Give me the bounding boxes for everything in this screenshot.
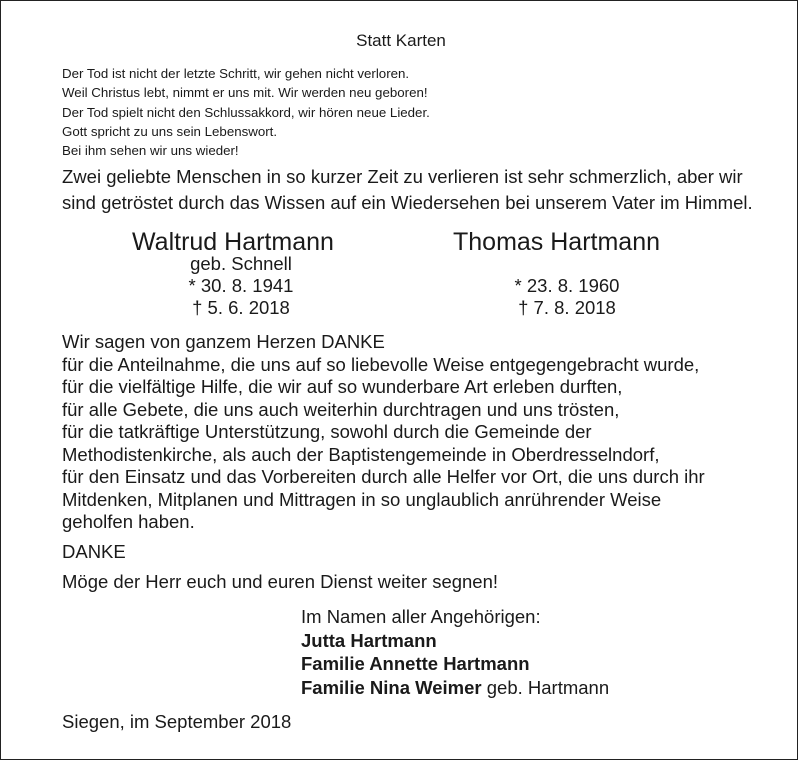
signature-intro: Im Namen aller Angehörigen: [301,606,541,627]
person-1-born: * 30. 8. 1941 [188,275,294,296]
poem-line: Weil Christus lebt, nimmt er uns mit. Wir werden neu geboren! [62,85,428,101]
poem-line: Bei ihm sehen wir uns wieder! [62,143,239,159]
poem-line: Gott spricht zu uns sein Lebenswort. [62,123,278,139]
person-2-name: Thomas Hartmann [453,228,661,256]
signature-name: Familie Nina Weimer [301,676,482,698]
intro-line: sind getröstet durch das Wissen auf ein Wiedersehen bei unserem Vater im Himmel. [62,192,753,213]
thanks-line: geholfen haben. [62,511,195,532]
signature-line [301,629,609,653]
person-1-died: † 5. 6. 2018 [192,297,290,318]
poem [62,64,430,160]
thanks-paragraph [62,331,705,534]
signature-line [301,676,609,700]
person-2-died: † 7. 8. 2018 [518,297,616,318]
signature-name: Familie Annette Hartmann [301,653,530,674]
blessing-text: Möge der Herr euch und euren Dienst weiter segnen! [62,571,499,592]
signature-name: Jutta Hartmann [301,629,437,651]
person-1-maiden: geb. Schnell [190,253,292,274]
signature-block [301,605,609,699]
intro-line: Zwei geliebte Menschen in so kurzer Zeit zu verlieren ist sehr schmerzlich, aber wir [62,166,743,187]
signature-line [301,652,609,676]
header-statt-karten: Statt Karten [356,31,446,50]
thanks-line: für die vielfältige Hilfe, die wir auf so wunderbare Art erleben durften, [62,376,623,397]
danke-text: DANKE [62,541,126,562]
thanks-line: Methodistenkirche, als auch der Baptistengemeinde in Oberdresselndorf, [62,443,660,465]
person-1-details [141,253,341,319]
thanks-line: Mitdenken, Mitplanen und Mittragen in so unglaublich anrührender Weise [62,488,662,510]
thanks-line: Wir sagen von ganzem Herzen DANKE [62,331,385,352]
intro-paragraph [62,164,753,216]
thanks-line: für die tatkräftige Unterstützung, sowohl durch die Gemeinde der [62,421,592,442]
poem-line: Der Tod spielt nicht den Schlussakkord, wir hören neue Lieder. [62,104,430,120]
poem-line: Der Tod ist nicht der letzte Schritt, wir gehen nicht verloren. [62,66,410,81]
person-2-born: * 23. 8. 1960 [514,275,620,296]
thanks-line: für die Anteilnahme, die uns auf so liebevolle Weise entgegengebracht wurde, [62,353,700,375]
thanks-line: für den Einsatz und das Vorbereiten durch alle Helfer vor Ort, die uns durch ihr [62,466,705,487]
person-1-name: Waltrud Hartmann [132,228,334,256]
place-date: Siegen, im September 2018 [62,711,292,732]
signature-extra: geb. Hartmann [481,676,610,698]
person-2-details [467,275,667,319]
thanks-line: für alle Gebete, die uns auch weiterhin durchtragen und uns trösten, [62,398,620,420]
